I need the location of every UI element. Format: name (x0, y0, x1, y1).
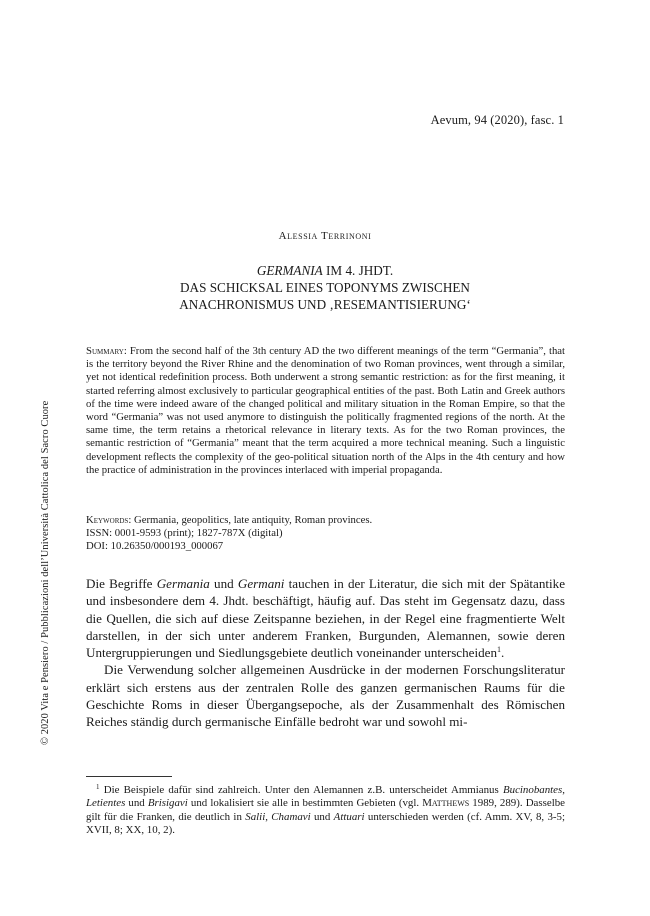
issn: ISSN: 0001-9593 (print); 1827-787X (digital) (86, 527, 283, 540)
keywords-label: Keywords: (86, 514, 132, 526)
journal-reference: Aevum, 94 (2020), fasc. 1 (430, 113, 564, 127)
title-line-3: ANACHRONISMUS UND ‚RESEMANTISIERUNG‘ (179, 297, 471, 312)
title-line-2: DAS SCHICKSAL EINES TOPONYMS ZWISCHEN (180, 280, 470, 295)
body-paragraph-2: Die Verwendung solcher allgemeinen Ausdrücke in der modernen Forschungsliteratur erklärt sich erstens aus der zentralen Rolle des ganzen germanischen Raums für die Geschichte Roms in dieser Übergangsepoche, als der Zusammenhalt des Römischen Reiches ständig durch germanische Einfälle bedroht war und sowohl mi- (86, 662, 565, 730)
summary-text: From the second half of the 3th century AD the two different meanings of the term “Germania”, that is the territory beyond the River Rhine and the denomination of two Roman provinces, went through a similar, yet not identical redefinition process. Both underwent a strong semantic restriction: as for the first meaning, it started referring almost exclusively to particular geographical entities of the past. Both Latin and Greek authors of the time were indeed aware of the changed political and military situation in the Roman Empire, so that the word “Germania” was not used anymore to distinguish the politically fragmented regions of the north. At the same time, the term retains a rhetorical relevance in literary texts. As for the two Roman provinces, the semantic restriction of “Germania” meant that the term acquired a more technical meaning. Such a linguistic development reflects the complexity of the geo-political situation north of the Alps in the 4th century and how the practice of administration in the provinces interlaced with imperial propaganda. (86, 345, 565, 476)
summary-label: Summary: (86, 345, 127, 357)
body-text (86, 575, 565, 731)
keywords (86, 514, 565, 527)
footnote-reference[interactable]: 1 (497, 645, 502, 655)
footnote-number: 1 (96, 783, 100, 791)
copyright-notice: © 2020 Vita e Pensiero / Pubblicazioni dell’Università Cattolica del Sacro Cuore (40, 400, 51, 745)
footnote-divider (86, 776, 172, 777)
article-title (0, 262, 650, 313)
abstract (86, 345, 565, 477)
footnote-1: $^1$ Die Beispiele dafür sind zahlreich. Unter den Alemannen z.B. unterscheidet Ammianus Bucinobantes, Letientes und Brisigavi und lokalisiert sie alle in bestimmten Gebieten (vgl. Matthews 1989, 289). Dasselbe gilt für die Franken, die deutlich in Salii, Chamavi und Attuari unterschieden werden (cf. Amm. XV, 8, 3-5; XVII, 8; XX, 10, 2). (86, 783, 566, 837)
title-germania: GERMANIA (256, 263, 323, 278)
doi: DOI: 10.26350/000193_000067 (86, 540, 224, 553)
author-name: Alessia Terrinoni (278, 230, 372, 242)
title-line-1: GERMANIA IM 4. JHDT. (256, 263, 394, 278)
article-metadata (86, 514, 565, 554)
keywords-text: Germania, geopolitics, late antiquity, Roman provinces. (131, 514, 373, 526)
body-paragraph-1: Die Begriffe Germania und Germani tauchen in der Literatur, die sich mit der Spätantike und insbesondere dem 4. Jhdt. beschäftigt, häufig auf. Das steht im Gegensatz dazu, dass die Quellen, die sich auf diese Zeitspanne beziehen, in der Regel eine fragmentierte Welt darstellen, in der sich unter anderem Franken, Burgunden, Alemannen, sowie deren Untergruppierungen und Siedlungsgebiete deutlich voneinander unterscheiden$^1$. (86, 576, 566, 661)
